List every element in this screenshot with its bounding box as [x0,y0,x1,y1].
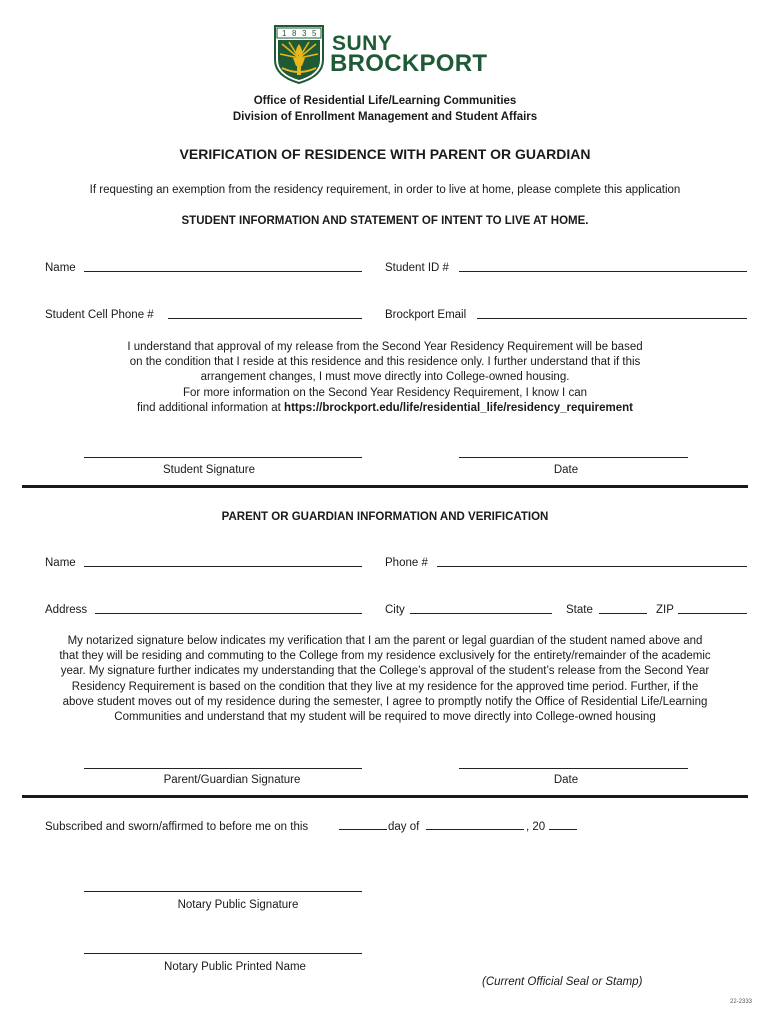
student-id-field[interactable] [459,271,747,272]
parent-date-field[interactable] [459,768,688,769]
parent-statement-line-2: that they will be residing and commuting to the College from my residence exclusively for the entirety/remainder of the academic [59,650,711,663]
student-statement-line-5 [60,401,710,416]
student-email-field[interactable] [477,318,747,319]
student-phone-field[interactable] [168,318,362,319]
sworn-text: Subscribed and sworn/affirmed to before me on this [45,821,309,833]
notary-divider [22,795,748,798]
parent-address-label: Address [45,604,88,616]
logo-brockport-text: BROCKPORT [330,50,488,77]
parent-statement-line-6: Communities and understand that my student will be required to move directly into College-owned housing [114,711,656,724]
residency-requirement-link[interactable]: https://brockport.edu/life/residential_life/residency_requirement [284,401,633,414]
student-date-field[interactable] [459,457,688,458]
parent-date-label: Date [553,774,579,786]
parent-name-label: Name [45,557,76,569]
student-section-heading: STUDENT INFORMATION AND STATEMENT OF INTENT TO LIVE AT HOME. [181,215,589,227]
seal-stamp-text: (Current Official Seal or Stamp) [482,976,643,988]
parent-city-field[interactable] [410,613,552,614]
parent-signature-label: Parent/Guardian Signature [163,774,301,786]
student-name-label: Name [45,262,76,274]
parent-statement-line-3: year. My signature further indicates my understanding that the College’s approval of the student’s release from the Second Year [60,665,710,678]
parent-phone-label: Phone # [385,557,428,569]
year-prefix-text: , 20 [526,821,546,833]
logo-year-2: 8 [292,29,297,38]
office-line: Office of Residential Life/Learning Communities [253,95,517,107]
sworn-day-field[interactable] [339,829,387,830]
parent-section-heading: PARENT OR GUARDIAN INFORMATION AND VERIFICATION [221,511,549,523]
parent-state-label: State [566,604,593,616]
page-title: VERIFICATION OF RESIDENCE WITH PARENT OR GUARDIAN [179,146,591,162]
student-name-field[interactable] [84,271,362,272]
day-of-text: day of [388,821,420,833]
student-statement-line-2: on the condition that I reside at this residence and this residence only. I further understand that if this [129,356,641,369]
intro-text: If requesting an exemption from the residency requirement, in order to live at home, please complete this application [89,184,681,196]
division-line: Division of Enrollment Management and Student Affairs [232,111,538,123]
notary-signature-field[interactable] [84,891,362,892]
parent-statement-line-1: My notarized signature below indicates my verification that I am the parent or legal guardian of the student named above and [67,635,703,647]
parent-city-label: City [385,604,405,616]
logo-year-3: 3 [302,29,307,38]
torch-shield-icon [272,24,326,84]
notary-signature-label: Notary Public Signature [177,899,299,911]
parent-state-field[interactable] [599,613,647,614]
logo-year-4: 5 [312,29,317,38]
parent-statement-line-5: above student moves out of my residence during the semester, I agree to promptly notify the Office of Residential Life/Learning [62,695,708,708]
section-divider [22,485,748,488]
student-signature-field[interactable] [84,457,362,458]
student-statement-line-1: I understand that approval of my release from the Second Year Residency Requirement will be based [127,341,643,353]
student-phone-label: Student Cell Phone # [45,309,154,321]
notary-printed-name-field[interactable] [84,953,362,954]
parent-name-field[interactable] [84,566,362,567]
parent-zip-label: ZIP [656,604,674,616]
parent-phone-field[interactable] [437,566,747,567]
parent-signature-field[interactable] [84,768,362,769]
parent-address-field[interactable] [95,613,362,614]
sworn-year-field[interactable] [549,829,577,830]
student-statement [60,340,710,416]
form-code: 22-2333 [730,999,753,1005]
parent-statement-line-4: Residency Requirement is based on the condition that they live at my residence for the approved time period. Further, if the [71,680,699,693]
parent-zip-field[interactable] [678,613,747,614]
statement-link-prefix: find additional information at [137,401,281,414]
student-statement-line-4: For more information on the Second Year Residency Requirement, I know I can [183,386,587,399]
parent-statement [15,634,755,725]
student-signature-label: Student Signature [162,464,256,476]
logo-suny-text: SUNY [332,32,393,55]
student-id-label: Student ID # [385,262,449,274]
notary-printed-name-label: Notary Public Printed Name [164,961,306,973]
suny-brockport-logo [272,24,502,84]
logo-year-1: 1 [282,29,287,38]
student-date-label: Date [553,464,579,476]
student-email-label: Brockport Email [385,309,467,321]
student-statement-line-3: arrangement changes, I must move directly into College-owned housing. [200,371,570,384]
sworn-month-field[interactable] [426,829,524,830]
